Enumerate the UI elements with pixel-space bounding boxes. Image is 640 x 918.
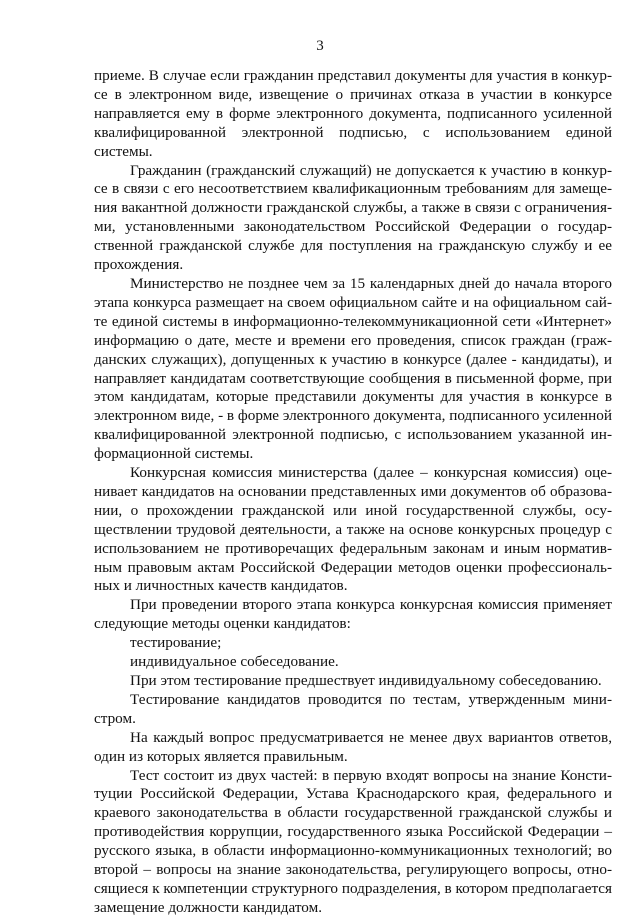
- paragraph-ministry-notification: Министерство не позднее чем за 15 календарных дней до начала второго этапа конкурса размещает на своем официальном сайте и на официальном сайте единой системы в информационно-телекоммуникационной сети «Интернет» информацию о дате, месте и времени его проведения, список граждан (гражданских служащих), допущенных к участию в конкурсе (далее - кандидаты), и направляет кандидатам соответствующие сообщения в письменной форме, при этом кандидатам, которые представили документы для участия в конкурсе в электронном виде, - в форме электронного документа, подписанного усиленной квалифицированной электронной подписью, с использованием указанной информационной системы.: [94, 274, 612, 463]
- paragraph-answer-variants: На каждый вопрос предусматривается не менее двух вариантов ответов, один из которых является правильным.: [94, 728, 612, 765]
- body-text: [94, 67, 612, 918]
- paragraph-tests-approved: Тестирование кандидатов проводится по тестам, утвержденным министром.: [94, 690, 612, 727]
- page-number: 3: [316, 38, 324, 54]
- paragraph-continuation: приеме. В случае если гражданин представил документы для участия в конкурсе в электронном виде, извещение о причинах отказа в участии в конкурсе направляется ему в форме электронного документа, подписанного усиленной квалифицированной электронной подписью, с использованием единой системы.: [94, 67, 612, 160]
- paragraph-commission-evaluation: Конкурсная комиссия министерства (далее – конкурсная комиссия) оценивает кандидатов на основании представленных ими документов об образовании, о прохождении гражданской или иной государственной службы, осуществлении трудовой деятельности, а также на основе конкурсных процедур с использованием не противоречащих федеральным законам и иным нормативным правовым актам Российской Федерации методов оценки профессиональных и личностных качеств кандидатов.: [94, 464, 612, 595]
- paragraph-admission-refusal: Гражданин (гражданский служащий) не допускается к участию в конкурсе в связи с его несоответствием квалификационным требованиям для замещения вакантной должности гражданской службы, а также в связи с ограничениями, установленными законодательством Российской Федерации о государственной гражданской службе для поступления на гражданскую службу и ее прохождения.: [94, 161, 612, 274]
- list-item-interview: индивидуальное собеседование.: [130, 653, 339, 671]
- paragraph-test-structure: Тест состоит из двух частей: в первую входят вопросы на знание Конституции Российской Федерации, Устава Краснодарского края, федерального и краевого законодательства в области государственной гражданской службы и противодействия коррупции, государственного языка Российской Федерации – русского языка, в области информационно-коммуникационных технологий; во второй – вопросы на знание законодательства, регулирующего вопросы, относящиеся к компетенции структурного подразделения, в котором предполагается замещение должности кандидатом.: [94, 766, 612, 916]
- list-item-testing: тестирование;: [130, 634, 222, 652]
- paragraph-testing-precedes: При этом тестирование предшествует индивидуальному собеседованию.: [130, 672, 602, 689]
- paragraph-second-stage-methods: При проведении второго этапа конкурса конкурсная комиссия применяет следующие методы оценки кандидатов:: [94, 596, 612, 633]
